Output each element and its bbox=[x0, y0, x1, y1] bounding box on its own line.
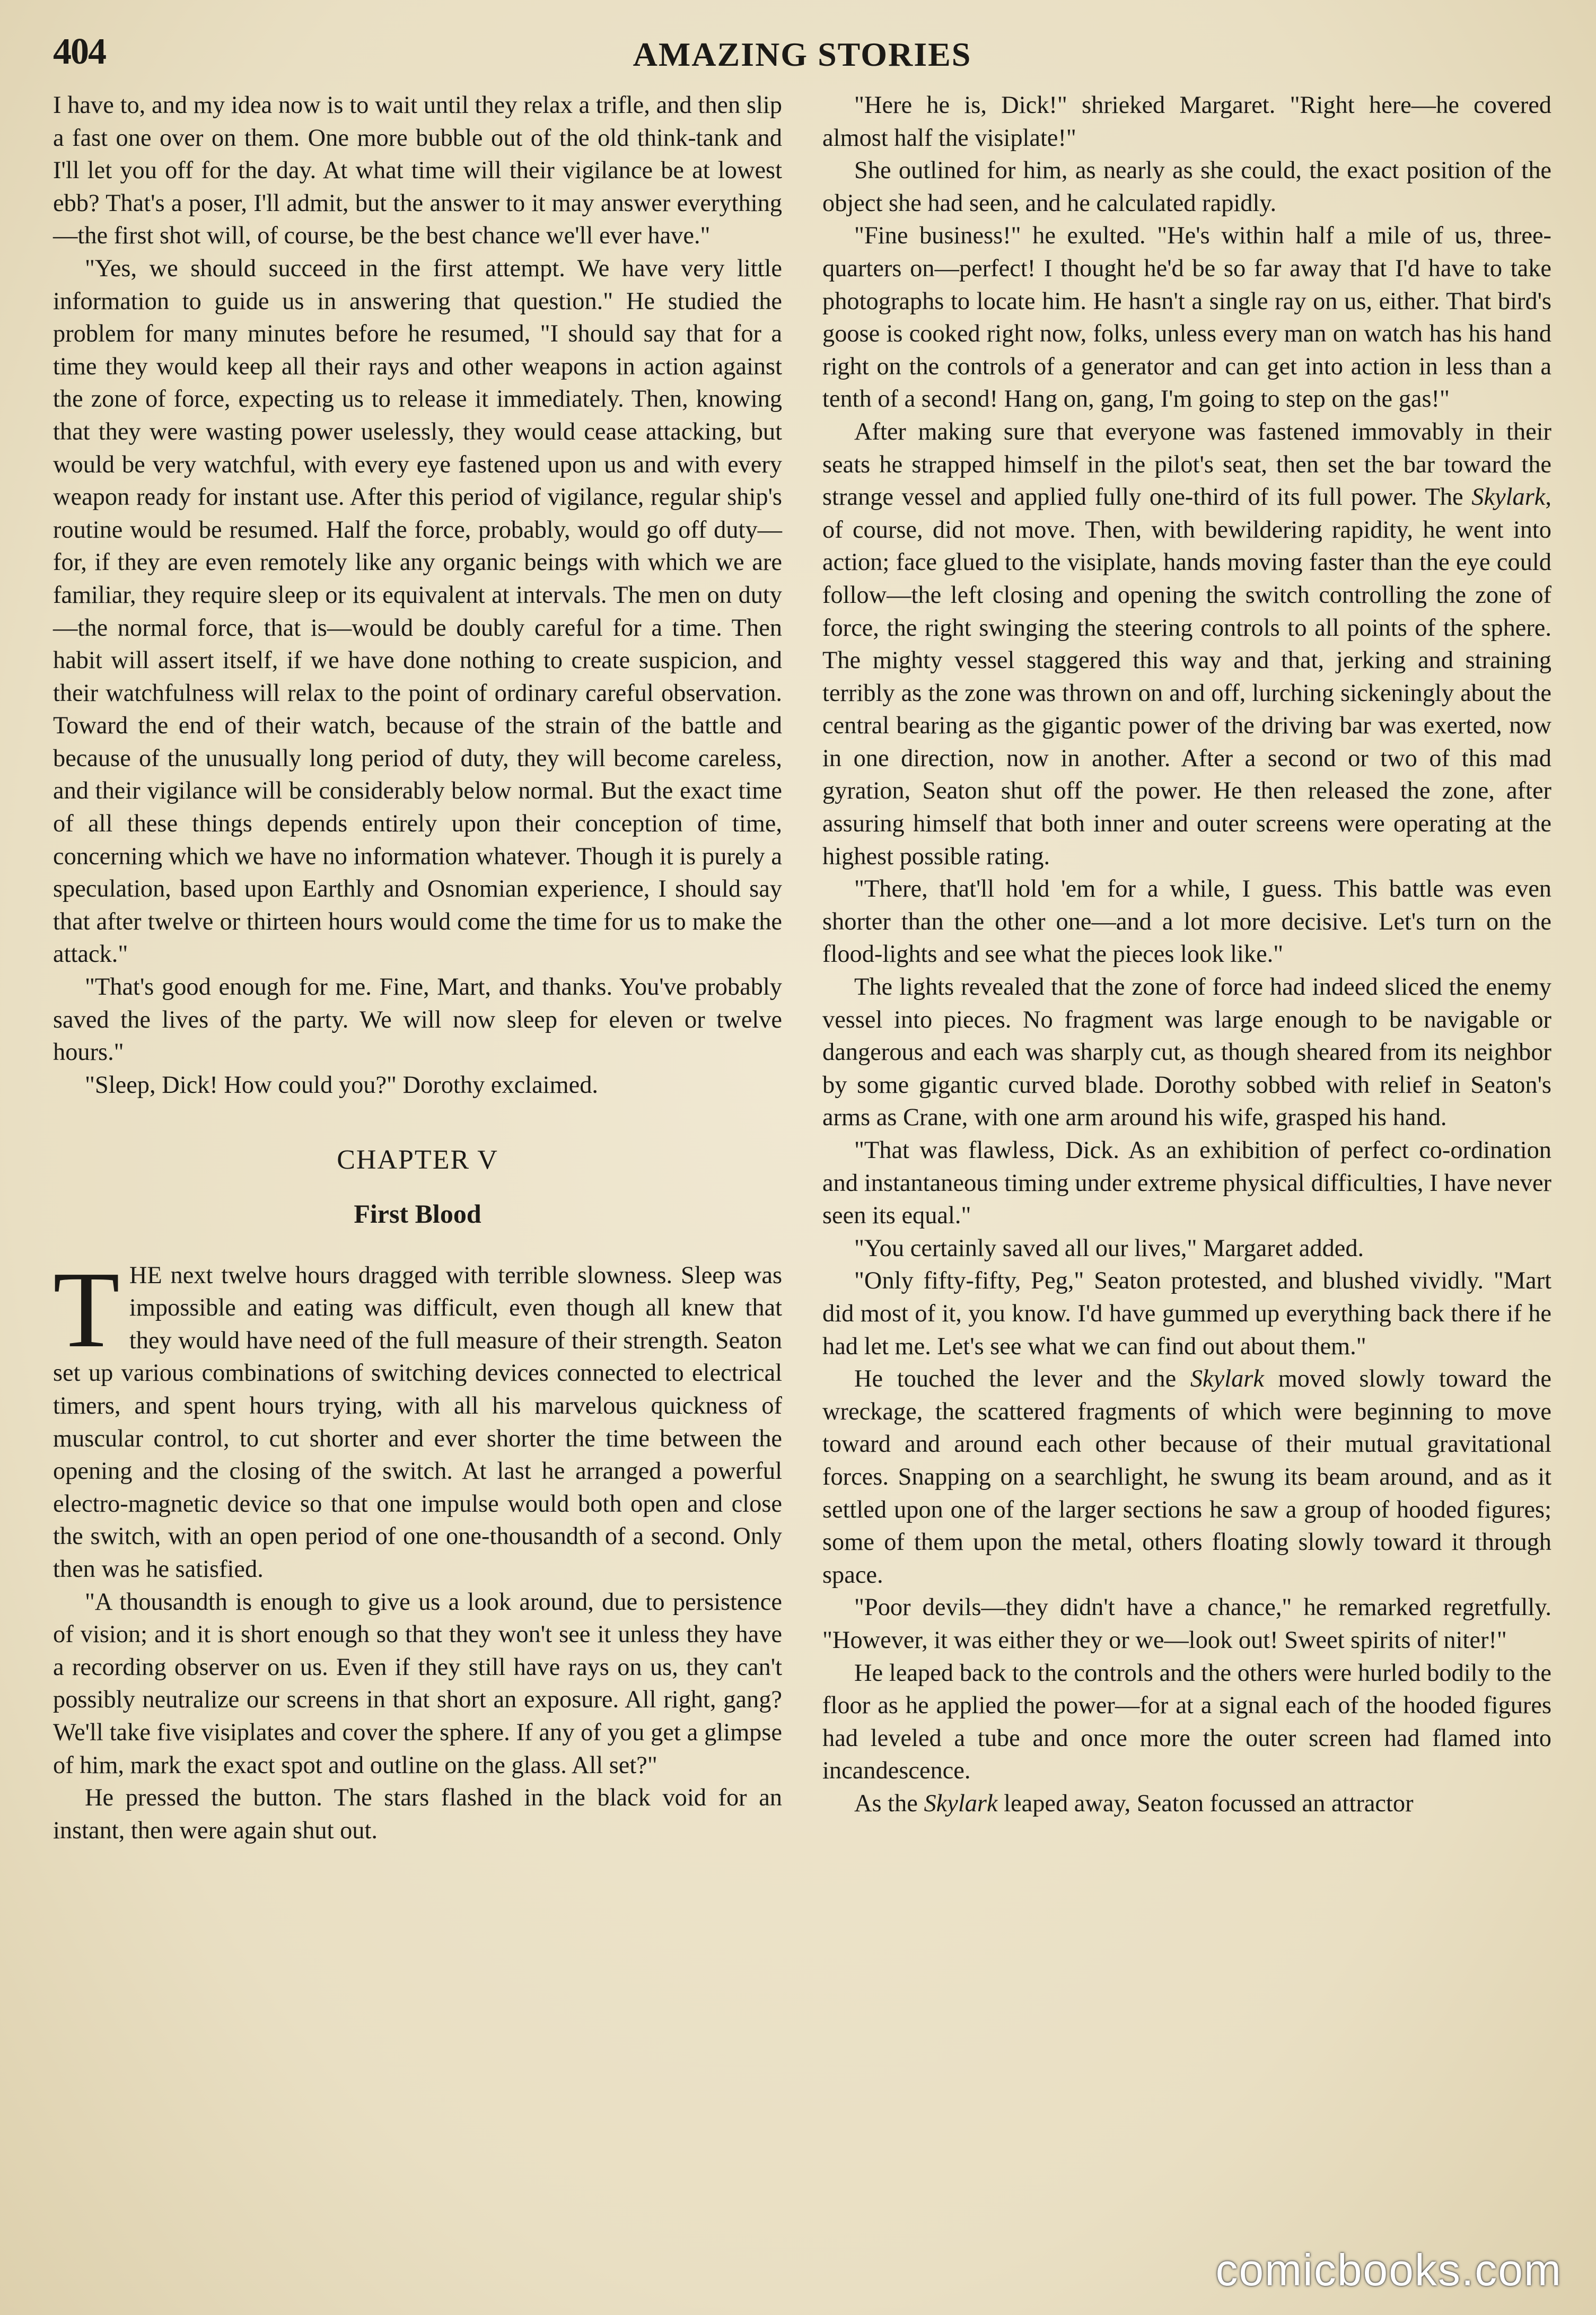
paragraph-text: HE next twelve hours dragged with terrible slowness. Sleep was impossible and eating was difficult, even though all knew that they would have need of the full measure of their strength. Seaton set up various combinations of switching devices connected to electrical timers, and spent hours trying, with all his marvelous quickness of muscular control, to cut shorter and ever shorter the time between the opening and the closing of the switch. At last he arranged a powerful electro-magnetic device so that one impulse would both open and close the switch, with an open period of one one-thousandth of a second. Only then was he satisfied. bbox=[53, 1261, 782, 1583]
paragraph: "Here he is, Dick!" shrieked Margaret. "Right here—he covered almost half the visiplate!" bbox=[822, 92, 1551, 152]
page-number: 404 bbox=[53, 31, 106, 72]
paragraph: "Sleep, Dick! How could you?" Dorothy exclaimed. bbox=[85, 1071, 599, 1099]
paragraph bbox=[822, 1363, 1551, 1591]
paragraph: "Fine business!" he exulted. "He's within half a mile of us, three-quarters on—perfect! I thought he'd be so far away that I'd have to take photographs to locate him. He hasn't a single ray on us, either. That bird's goose is cooked right now, folks, unless every man on watch has his hand right on the controls of a generator and can get into action in less than a tenth of a second! Hang on, gang, I'm going to step on the gas!" bbox=[822, 222, 1551, 413]
paragraph-text: As the bbox=[854, 1790, 924, 1817]
page-header bbox=[53, 31, 1551, 89]
paragraph: The lights revealed that the zone of force had indeed sliced the enemy vessel into pieces. No fragment was large enough to be navigable or dangerous and each was sharply cut, as though sheared from its neighbor by some gigantic curved blade. Dorothy sobbed with relief in Seaton's arms as Crane, with one arm around his wife, grasped his hand. bbox=[822, 974, 1551, 1132]
paragraph bbox=[822, 416, 1551, 873]
paragraph: "Only fifty-fifty, Peg," Seaton protested, and blushed vividly. "Mart did most of it, you know. I'd have gummed up everything back there if he had let me. Let's see what we can find out about them." bbox=[822, 1267, 1551, 1360]
left-column bbox=[53, 89, 782, 1847]
paragraph: She outlined for him, as nearly as she could, the exact position of the object she had seen, and he calculated rapidly. bbox=[822, 157, 1551, 217]
text-columns bbox=[53, 89, 1551, 1847]
magazine-title: AMAZING STORIES bbox=[633, 36, 972, 73]
paragraph-text: After making sure that everyone was fastened immovably in their seats he strapped himself in the pilot's seat, then set the bar toward the strange vessel and applied fully one-third of its full power. The bbox=[822, 418, 1551, 511]
paragraph-text: leaped away, Seaton focussed an attractor bbox=[997, 1790, 1414, 1817]
paragraph: He leaped back to the controls and the others were hurled bodily to the floor as he applied the power—for at a signal each of the hooded figures had leveled a tube and once more the outer screen had flamed into incandescence. bbox=[822, 1659, 1551, 1785]
paragraph: I have to, and my idea now is to wait until they relax a trifle, and then slip a fast one over on them. One more bubble out of the old think-tank and I'll let you off for the day. At what time will their vigilance be at lowest ebb? That's a poser, I'll admit, but the answer to it may answer everything—the first shot will, of course, be the best chance we'll ever have." bbox=[53, 92, 782, 250]
opening-paragraph bbox=[53, 1248, 782, 1586]
ship-name: Skylark bbox=[1471, 484, 1546, 511]
paragraph: "There, that'll hold 'em for a while, I guess. This battle was even shorter than the other one—and a lot more decisive. Let's turn on the flood-lights and see what the pieces look like." bbox=[822, 875, 1551, 968]
ship-name: Skylark bbox=[924, 1790, 998, 1817]
paragraph: "That's good enough for me. Fine, Mart, and thanks. You've probably saved the lives of the party. We will now sleep for eleven or twelve hours." bbox=[53, 974, 782, 1066]
paragraph-text: , of course, did not move. Then, with bewildering rapidity, he went into action; face glued to the visiplate, hands moving faster than the eye could follow—the left closing and opening the switch controlling the zone of force, the right swinging the steering controls to all points of the sphere. The mighty vessel staggered this way and that, jerking and straining terribly as the zone was thrown on and off, lurching sickeningly about the central bearing as the gigantic power of the driving bar was exerted, now in one direction, now in another. After a second or two of this mad gyration, Seaton shut off the power. He then released the zone, after assuring himself that both inner and outer screens were operating at the highest possible rating. bbox=[822, 484, 1551, 870]
paragraph: "Yes, we should succeed in the first attempt. We have very little information to guide us in answering that question." He studied the problem for many minutes before he resumed, "I should say that for a time they would keep all their rays and other weapons in action against the zone of force, expecting us to release it immediately. Then, knowing that they were wasting power uselessly, they would cease attacking, but would be very watchful, with every eye fastened upon us and with every weapon ready for instant use. After this period of vigilance, regular ship's routine would be resumed. Half the force, probably, would go off duty—for, if they are even remotely like any organic beings with which we are familiar, they require sleep or its equivalent at intervals. The men on duty—the normal force, that is—would be doubly careful for a time. Then habit will assert itself, if we have done nothing to create suspicion, and their watchfulness will relax to the point of ordinary careful observation. Toward the end of their watch, because of the strain of the battle and because of the unusually long period of duty, they will become careless, and their vigilance will be considerably below normal. But the exact time of all these things depends entirely upon their conception of time, concerning which we have no information whatever. Though it is purely a speculation, based upon Earthly and Osnomian experience, I should say that after twelve or thirteen hours would come the time for us to make the attack." bbox=[53, 255, 782, 968]
paragraph: "That was flawless, Dick. As an exhibition of perfect co-ordination and instantaneous timing under extreme physical difficulties, I have never seen its equal." bbox=[822, 1137, 1551, 1230]
paragraph: "You certainly saved all our lives," Margaret added. bbox=[854, 1234, 1364, 1262]
paragraph-text: He touched the lever and the bbox=[854, 1365, 1190, 1393]
ship-name: Skylark bbox=[1190, 1365, 1264, 1393]
drop-cap: T bbox=[53, 1248, 120, 1370]
watermark: comicbooks.com bbox=[1215, 2245, 1562, 2295]
chapter-heading: CHAPTER V bbox=[337, 1145, 498, 1176]
right-column bbox=[822, 89, 1551, 1847]
chapter-subtitle: First Blood bbox=[354, 1199, 481, 1229]
paragraph: "Poor devils—they didn't have a chance," he remarked regretfully. "However, it was either they or we—look out! Sweet spirits of niter!" bbox=[822, 1594, 1551, 1654]
paragraph bbox=[822, 1787, 1551, 1820]
paragraph: He pressed the button. The stars flashed in the black void for an instant, then were again shut out. bbox=[53, 1784, 782, 1844]
paragraph: "A thousandth is enough to give us a look around, due to persistence of vision; and it is short enough so that they won't see it unless they have a recording observer on us. Even if they still have rays on us, they can't possibly neutralize our screens in that short an exposure. All right, gang? We'll take five visiplates and cover the sphere. If any of you get a glimpse of him, mark the exact spot and outline on the glass. All set?" bbox=[53, 1588, 782, 1779]
paragraph-text: moved slowly toward the wreckage, the scattered fragments of which were beginning to move toward and around each other because of their mutual gravitational forces. Snapping on a searchlight, he swung its beam around, and as it settled upon one of the larger sections he saw a group of hooded figures; some of them upon the metal, others floating slowly toward it through space. bbox=[822, 1365, 1551, 1589]
